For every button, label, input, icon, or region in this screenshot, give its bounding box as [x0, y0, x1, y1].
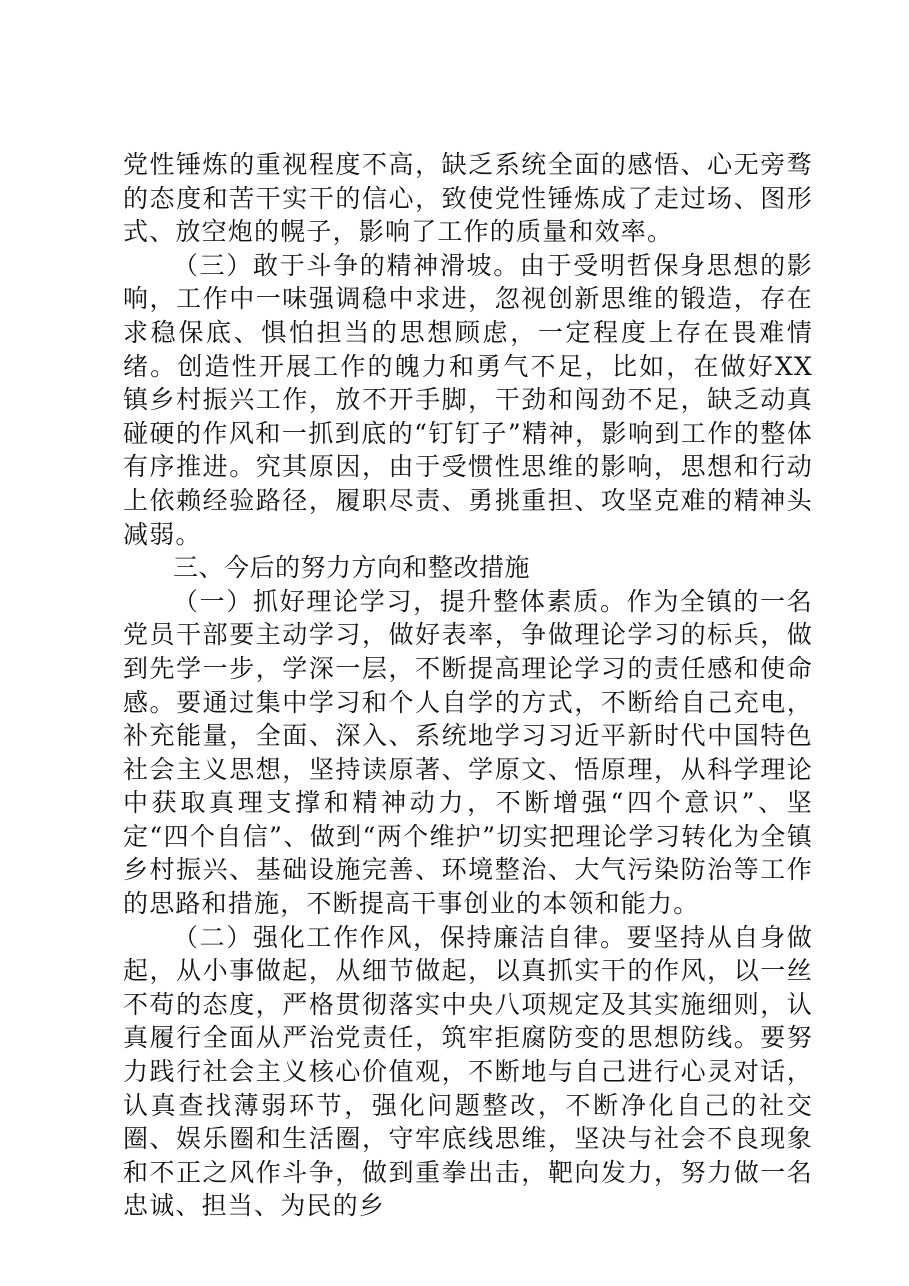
paragraph-measure-2: （二）强化工作作风，保持廉洁自律。要坚持从自身做起，从小事做起，从细节做起，以真抓实干的作风，以一丝不苟的态度，严格贯彻落实中央八项规定及其实施细则，认真履行全面从严治党责任，筑牢拒腐防变的思想防线。要努力践行社会主义核心价值观，不断地与自己进行心灵对话，认真查找薄弱环节，强化问题整改，不断净化自己的社交圈、娱乐圈和生活圈，守牢底线思维，坚决与社会不良现象和不正之风作斗争，做到重拳出击，靶向发力，努力做一名忠诚、担当、为民的乡 — [123, 922, 813, 1221]
document-body — [123, 148, 813, 1223]
section-heading-3: 三、今后的努力方向和整改措施 — [173, 553, 531, 583]
paragraph-measure-1: （一）抓好理论学习，提升整体素质。作为全镇的一名党员干部要主动学习，做好表率，争做理论学习的标兵，做到先学一步，学深一层，不断提高理论学习的责任感和使命感。要通过集中学习和个人自学的方式，不断给自己充电，补充能量，全面、深入、系统地学习习近平新时代中国特色社会主义思想，坚持读原著、学原文、悟原理，从科学理论中获取真理支撑和精神动力，不断增强“四个意识”、坚定“四个自信”、做到“两个维护”切实把理论学习转化为全镇乡村振兴、基础设施完善、环境整治、大气污染防治等工作的思路和措施，不断提高干事创业的本领和能力。 — [123, 586, 813, 919]
paragraph-continuation: 党性锤炼的重视程度不高，缺乏系统全面的感悟、心无旁骛的态度和苦干实干的信心，致使党性锤炼成了走过场、图形式、放空炮的幌子，影响了工作的质量和效率。 — [123, 150, 813, 247]
paragraph-section-3-2-3: （三）敢于斗争的精神滑坡。由于受明哲保身思想的影响，工作中一味强调稳中求进，忽视创新思维的锻造，存在求稳保底、惧怕担当的思想顾虑，一定程度上存在畏难情绪。创造性开展工作的魄力和勇气不足，比如，在做好XX镇乡村振兴工作，放不开手脚，干劲和闯劲不足，缺乏动真碰硬的作风和一抓到底的“钉钉子”精神，影响到工作的整体有序推进。究其原因，由于受惯性思维的影响，思想和行动上依赖经验路径，履职尽责、勇挑重担、攻坚克难的精神头减弱。 — [123, 250, 813, 549]
